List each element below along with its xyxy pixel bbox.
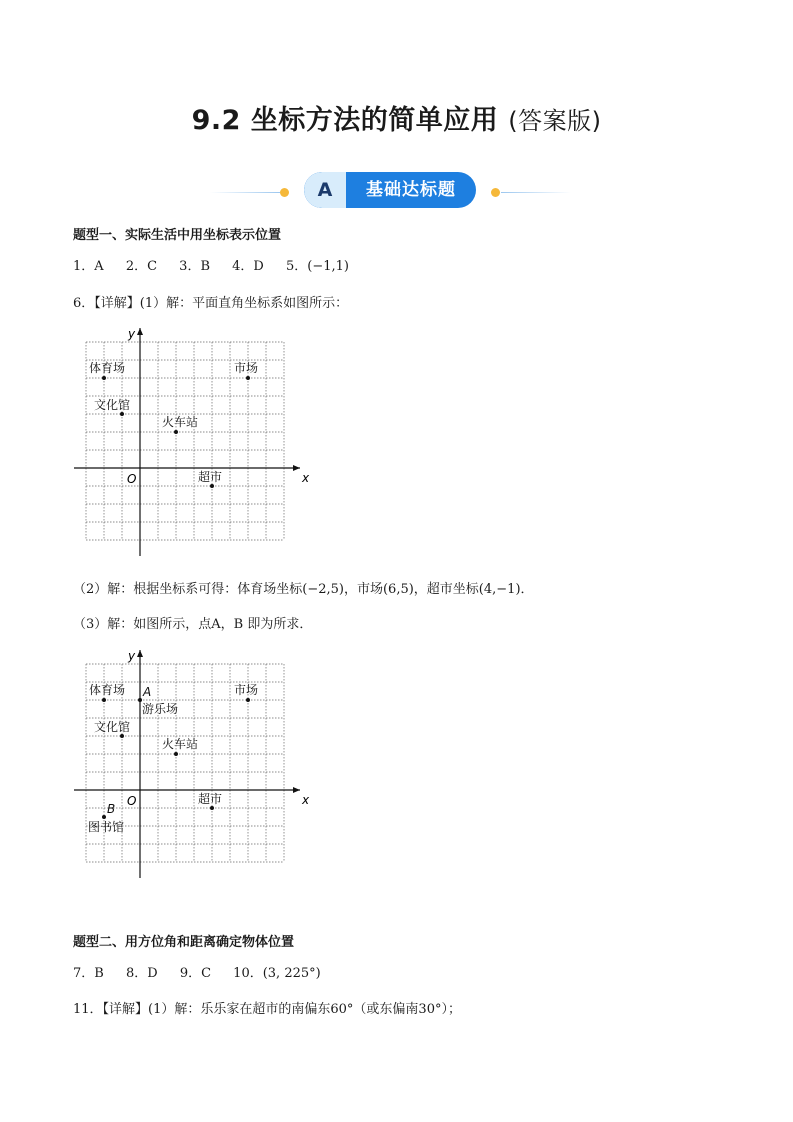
- point-label: A: [143, 685, 152, 699]
- q6-part2: （2）解：根据坐标系可得：体育场坐标(−2,5)，市场(6,5)，超市坐标(4,−1)．: [73, 582, 534, 597]
- banner-left-dot: [280, 188, 289, 197]
- point-label: 市场: [234, 683, 259, 697]
- section2-answers: [73, 962, 339, 981]
- answer-7: 7．B: [73, 966, 104, 981]
- x-axis-arrow: [293, 787, 300, 793]
- point-marker: [174, 430, 178, 434]
- point-label: 超市: [198, 792, 223, 806]
- y-axis-arrow: [137, 328, 143, 335]
- point-label: 体育场: [89, 361, 126, 375]
- point-label: 火车站: [162, 737, 199, 751]
- answer-9: 9．C: [179, 966, 212, 981]
- answer-5: 5．(−1,1): [285, 259, 349, 274]
- title-sub: (答案版): [508, 107, 602, 135]
- q6-part1: 6．【详解】(1）解：平面直角坐标系如图所示：: [73, 296, 349, 311]
- section-banner: [200, 172, 580, 212]
- banner-pill: [304, 172, 476, 208]
- q11-text: 11．【详解】(1）解：乐乐家在超市的南偏东60°（或东偏南30°）；: [73, 1002, 461, 1017]
- section2-heading: 题型二、用方位角和距离确定物体位置: [73, 935, 295, 950]
- y-axis-arrow: [137, 650, 143, 657]
- point-marker: [246, 376, 250, 380]
- point-marker: [102, 698, 106, 702]
- answer-8: 8．D: [125, 966, 158, 981]
- point-label: 火车站: [162, 415, 199, 429]
- x-axis-arrow: [293, 465, 300, 471]
- section1-heading: 题型一、实际生活中用坐标表示位置: [73, 228, 282, 243]
- point-marker: [120, 734, 124, 738]
- point-marker: [120, 412, 124, 416]
- point-label: 游乐场: [142, 702, 179, 716]
- point-label: B: [107, 802, 116, 816]
- banner-label: 基础达标题: [366, 180, 456, 200]
- point-label: 超市: [198, 470, 223, 484]
- coordinate-figure-2: [70, 640, 310, 880]
- section1-answers: [73, 255, 367, 274]
- x-axis-label: x: [302, 471, 310, 485]
- point-marker: [102, 815, 106, 819]
- point-marker: [174, 752, 178, 756]
- answer-4: 4．D: [232, 259, 264, 274]
- x-axis-label: x: [302, 793, 310, 807]
- point-marker: [210, 806, 214, 810]
- point-marker: [210, 484, 214, 488]
- answer-1: 1．A: [73, 259, 104, 274]
- point-marker: [102, 376, 106, 380]
- banner-letter: A: [304, 172, 346, 208]
- banner-right-line: [501, 192, 571, 193]
- coordinate-figure-1: [70, 318, 310, 558]
- point-label: 体育场: [89, 683, 126, 697]
- y-axis-label: y: [128, 327, 136, 341]
- y-axis-label: y: [128, 649, 136, 663]
- point-label: 文化馆: [94, 720, 131, 734]
- point-label: 文化馆: [94, 398, 131, 412]
- title-main: 9.2 坐标方法的简单应用: [191, 105, 499, 136]
- q6-part3: （3）解：如图所示，点A，B 即为所求．: [73, 617, 313, 632]
- answer-3: 3．B: [179, 259, 210, 274]
- point-label: 图书馆: [88, 820, 125, 834]
- origin-label: O: [127, 472, 137, 486]
- answer-10: 10．(3, 225°): [233, 966, 321, 981]
- origin-label: O: [127, 794, 137, 808]
- banner-left-line: [210, 192, 280, 193]
- banner-right-dot: [491, 188, 500, 197]
- point-marker: [246, 698, 250, 702]
- point-label: 市场: [234, 361, 259, 375]
- page-title: [0, 98, 793, 137]
- answer-2: 2．C: [125, 259, 158, 274]
